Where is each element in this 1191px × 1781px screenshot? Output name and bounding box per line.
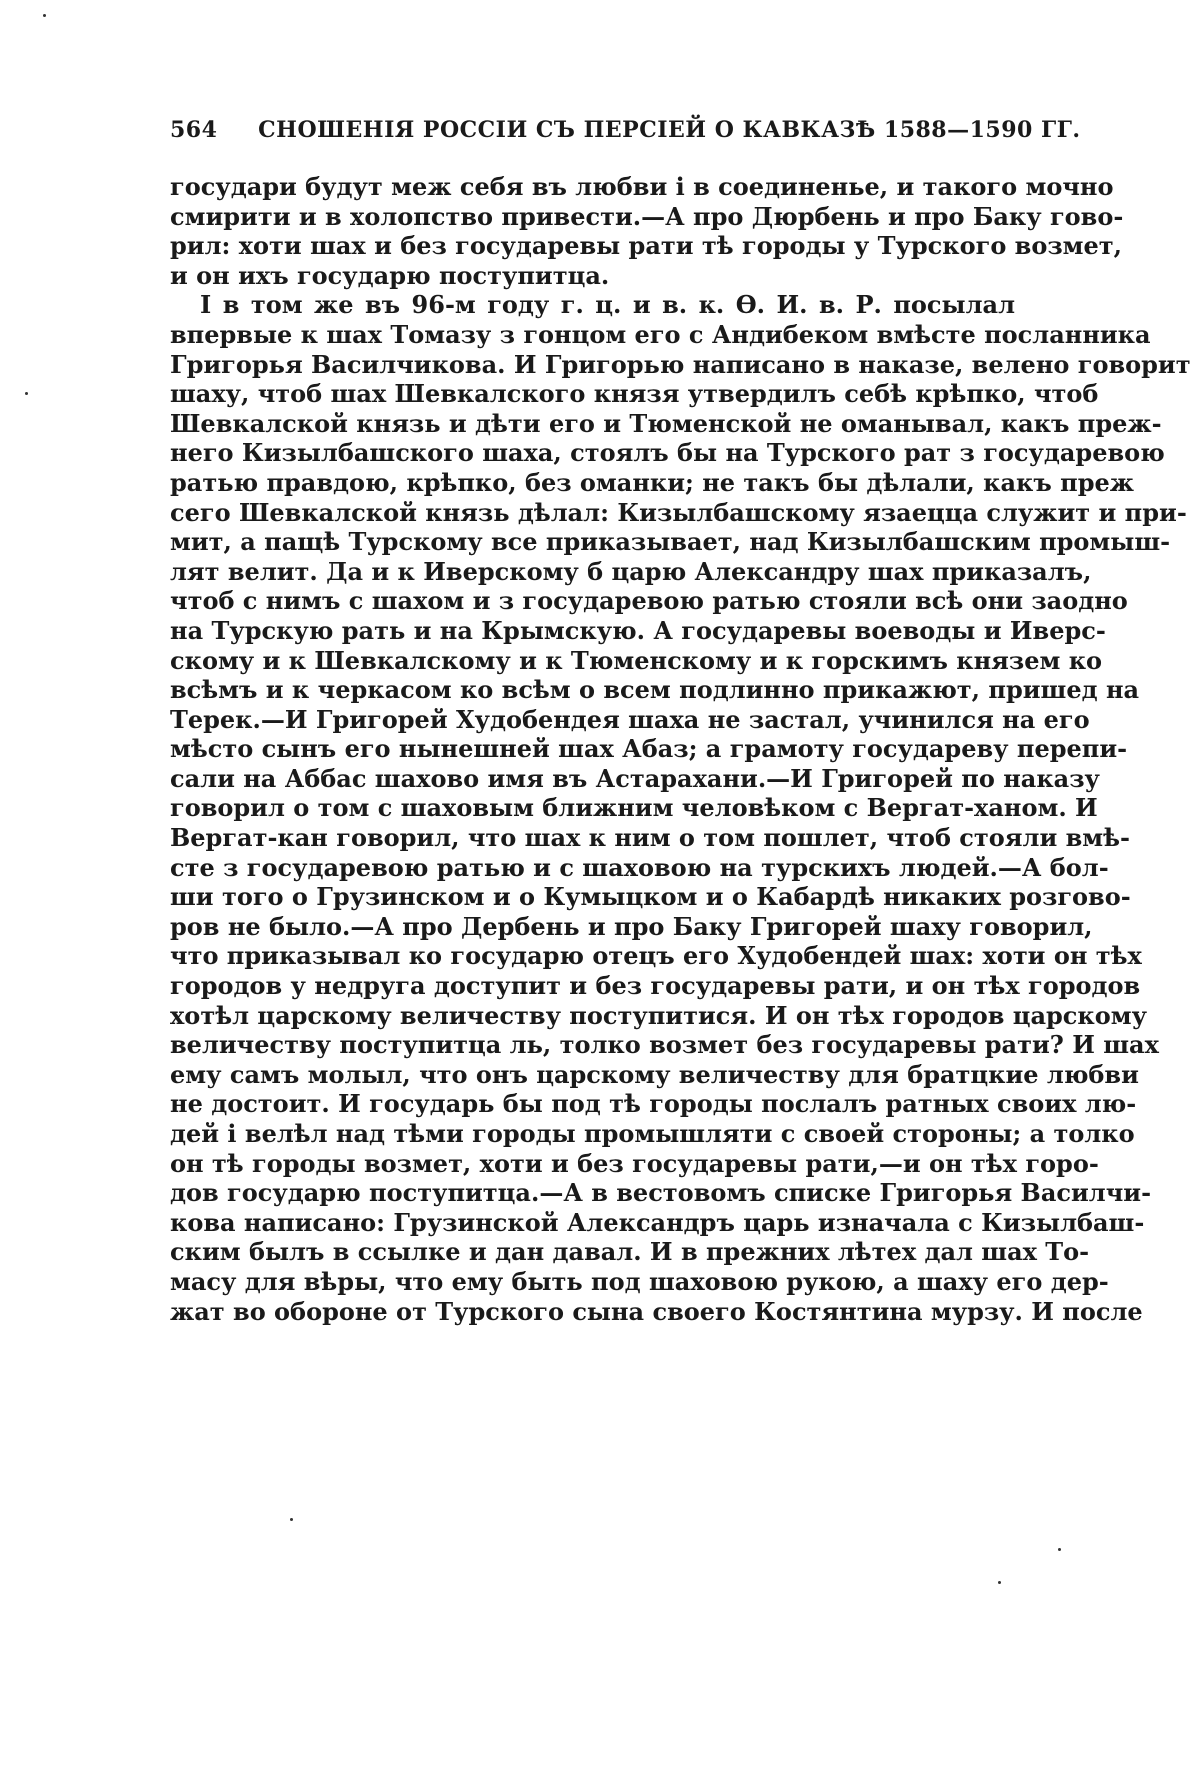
text-line: ров не было.—А про Дербень и про Баку Григорей шаху говорил, — [170, 911, 1093, 941]
text-line: сали на Аббас шахово имя въ Астарахани.—И Григорей по наказу — [170, 763, 1100, 793]
running-title: СНОШЕНІЯ РОССІИ СЪ ПЕРСІЕЙ О КАВКАЗѢ 1588—1590 ГГ. — [258, 117, 1081, 143]
text-line: І в том же въ 96-м году г. ц. и в. к. Ѳ. И. в. Р. посылал — [200, 290, 1015, 320]
text-line: не достоит. И государь бы под тѣ городы послалъ ратных своих лю- — [170, 1089, 1137, 1119]
text-line: сего Шевкалской князь дѣлал: Кизылбашскому язаецца служит и при- — [170, 497, 1187, 527]
text-line: он тѣ городы возмет, хоти и без государевы рати,—и он тѣх горо- — [170, 1148, 1099, 1178]
page-header — [170, 117, 1081, 151]
text-line: скому и к Шевкалскому и к Тюменскому и к горскимъ князем ко — [170, 645, 1103, 675]
scan-speck — [25, 392, 28, 395]
text-line: на Турскую рать и на Крымскую. А государевы воеводы и Иверс- — [170, 615, 1106, 645]
body-text — [170, 172, 1191, 1326]
text-line: лят велит. Да и к Иверскому б царю Александру шах приказалъ, — [170, 556, 1092, 586]
text-line: государи будут меж себя въ любви і в соединенье, и такого мочно — [170, 172, 1114, 201]
text-line: рил: хоти шах и без государевы рати тѣ городы у Турского возмет, — [170, 231, 1123, 261]
text-line: мит, а пащѣ Турскому все приказывает, над Кизылбашским промыш- — [170, 527, 1171, 557]
text-line: мѣсто сынъ его нынешней шах Абаз; а грамоту государеву перепи- — [170, 734, 1128, 764]
text-line: городов у недруга доступит и без государевы рати, и он тѣх городов — [170, 971, 1141, 1001]
text-line: впервые к шах Томазу з гонцом его с Андибеком вмѣсте посланника — [170, 319, 1151, 349]
text-line: и он ихъ государю поступитца. — [170, 260, 610, 290]
text-line: кова написано: Грузинской Александръ царь изначала с Кизылбаш- — [170, 1207, 1145, 1237]
text-line: чтоб с нимъ с шахом и з государевою ратью стояли вcѣ они заодно — [170, 586, 1128, 616]
text-line: дов государю поступитца.—А в вестовомъ списке Григорья Василчи- — [170, 1178, 1152, 1208]
scan-speck — [290, 1518, 293, 1521]
text-line: смирити и в холопство привести.—А про Дюрбень и про Баку гово- — [170, 201, 1124, 231]
scan-speck — [1058, 1548, 1061, 1551]
text-line: хотѣл царскому величеству поступитися. И он тѣх городов царскому — [170, 1000, 1147, 1030]
text-line: шаху, чтоб шах Шевкалского князя утвердилъ себѣ крѣпко, чтоб — [170, 379, 1099, 409]
text-line: ратью правдою, крѣпко, без оманки; не такъ бы дѣлали, какъ преж — [170, 467, 1134, 497]
text-line: говорил о том с шаховым ближним человѣком с Вергат-ханом. И — [170, 793, 1098, 823]
text-line: всѣмъ и к черкасом ко всѣм о всем подлинно прикажют, пришед на — [170, 675, 1140, 705]
text-line: Вергат-кан говорил, что шах к ним о том пошлет, чтоб стояли вмѣ- — [170, 823, 1130, 853]
text-line: Григорья Василчикова. И Григорью написано в наказе, велено говорит — [170, 349, 1191, 379]
text-line: сте з государевою ратью и с шаховою на турскихъ людей.—А бол- — [170, 852, 1109, 882]
text-line: масу для вѣры, что ему быть под шаховою рукою, а шаху его дер- — [170, 1266, 1109, 1296]
text-line: Шевкалской князь и дѣти его и Тюменской не оманывал, какъ преж- — [170, 408, 1162, 438]
text-line: дей і велѣл над тѣми городы промышляти с своей стороны; а толко — [170, 1119, 1135, 1148]
scan-speck — [998, 1581, 1001, 1584]
text-line: ему самъ молыл, что онъ царскому величеству для братцкие любви — [170, 1059, 1139, 1089]
page-number: 564 — [170, 117, 218, 143]
text-line: него Кизылбашского шаха, стоялъ бы на Турского рат з государевою — [170, 438, 1165, 468]
text-line: Терек.—И Григорей Худобендея шаха не застал, учинился на его — [170, 704, 1090, 734]
text-line: жат во обороне от Турского сына своего Костянтина мурзу. И после — [170, 1296, 1143, 1326]
text-line: что приказывал ко государю отецъ его Худобендей шах: хоти он тѣх — [170, 941, 1142, 971]
text-line: ским былъ в ссылке и дан давал. И в прежних лѣтех дал шах То- — [170, 1237, 1090, 1267]
text-line: величеству поступитца ль, толко возмет без государевы рати? И шах — [170, 1030, 1159, 1060]
text-line: ши того о Грузинском и о Кумыцком и о Кабардѣ никаких розгово- — [170, 882, 1131, 912]
scan-speck — [43, 14, 46, 17]
